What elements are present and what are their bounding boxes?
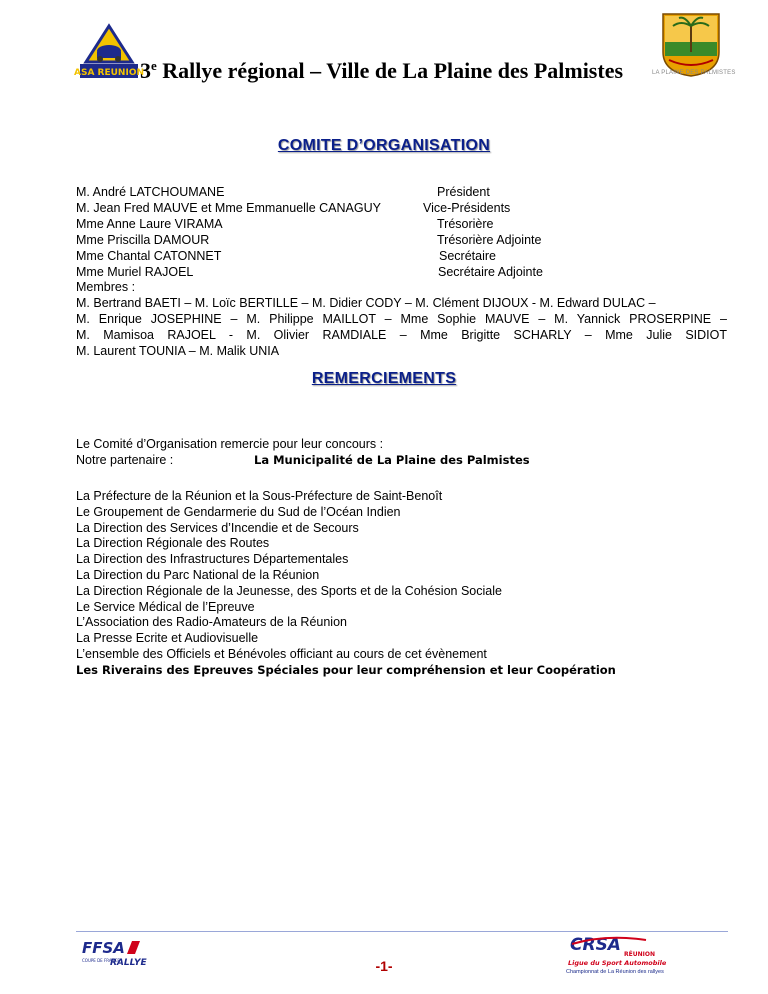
remerciements-heading: REMERCIEMENTS bbox=[311, 370, 457, 387]
role-person: Mme Priscilla DAMOUR bbox=[76, 233, 210, 247]
footer-divider bbox=[76, 931, 728, 932]
role-title: Secrétaire bbox=[439, 249, 496, 263]
role-person: Mme Anne Laure VIRAMA bbox=[76, 217, 223, 231]
list-item: L’ensemble des Officiels et Bénévoles officiant au cours de cet évènement bbox=[76, 646, 487, 661]
role-row bbox=[76, 232, 696, 248]
list-item: La Direction Régionale des Routes bbox=[76, 536, 270, 551]
partner-row bbox=[76, 452, 716, 468]
role-title: Trésorière bbox=[437, 217, 494, 231]
list-item: La Direction Régionale de la Jeunesse, des Sports et de la Cohésion Sociale bbox=[76, 583, 502, 598]
list-item: La Direction des Infrastructures Départementales bbox=[76, 552, 349, 567]
ffsa-text: FFSA bbox=[82, 939, 125, 957]
members-line: M. Mamisoa RAJOEL - M. Olivier RAMDIALE – Mme Brigitte SCHARLY – Mme Julie SIDIOT bbox=[76, 328, 727, 342]
plaine-logo-caption: LA PLAINE DES PALMISTES bbox=[652, 70, 736, 76]
ffsa-sub1: COUPE DE FRANCE bbox=[82, 958, 120, 963]
title-superscript: e bbox=[151, 58, 157, 73]
members-line: M. Bertrand BAETI – M. Loïc BERTILLE – M. Didier CODY – M. Clément DIJOUX - M. Edward DULAC – bbox=[76, 296, 656, 310]
role-person: Mme Muriel RAJOEL bbox=[76, 265, 194, 279]
role-row bbox=[76, 248, 696, 264]
crsa-line: Ligue du Sport Automobile bbox=[568, 959, 667, 967]
role-person: M. André LATCHOUMANE bbox=[76, 185, 225, 199]
members-label: Membres : bbox=[76, 280, 136, 294]
crsa-text: CRSA bbox=[570, 935, 621, 955]
remerciements-intro-block bbox=[76, 436, 716, 468]
list-item: Le Groupement de Gendarmerie du Sud de l’Océan Indien bbox=[76, 504, 401, 519]
partner-label: Notre partenaire : bbox=[76, 453, 174, 467]
members-line: M. Enrique JOSEPHINE – M. Philippe MAILLOT – Mme Sophie MAUVE – M. Yannick PROSERPINE – bbox=[76, 312, 727, 326]
comite-roles bbox=[76, 184, 696, 280]
comite-heading: COMITE D’ORGANISATION bbox=[277, 137, 491, 154]
asa-logo-text: ASA REUNION bbox=[74, 68, 144, 78]
remerciements-list bbox=[76, 489, 716, 679]
list-item: La Direction du Parc National de la Réunion bbox=[76, 567, 320, 582]
role-row bbox=[76, 216, 696, 232]
list-item-riverains: Les Riverains des Epreuves Spéciales pour leur compréhension et leur Coopération bbox=[76, 662, 616, 677]
partner-value: La Municipalité de La Plaine des Palmistes bbox=[254, 453, 530, 467]
comite-members bbox=[76, 279, 727, 359]
list-item: La Direction des Services d’Incendie et de Secours bbox=[76, 520, 359, 535]
document-title bbox=[140, 58, 660, 84]
asa-reunion-logo bbox=[74, 24, 144, 80]
role-row bbox=[76, 264, 696, 280]
list-item: L’Association des Radio-Amateurs de la Réunion bbox=[76, 615, 347, 630]
role-title: Vice-Présidents bbox=[423, 201, 511, 215]
role-title: Secrétaire Adjointe bbox=[438, 265, 543, 279]
role-title: Trésorière Adjointe bbox=[437, 233, 542, 247]
role-title: Président bbox=[437, 185, 490, 199]
role-person: M. Jean Fred MAUVE et Mme Emmanuelle CANAGUY bbox=[76, 201, 381, 215]
crsa-region: RÉUNION bbox=[624, 951, 655, 958]
list-item: Le Service Médical de l’Epreuve bbox=[76, 599, 255, 614]
crsa-caption: Championnat de La Réunion des rallyes bbox=[566, 969, 664, 975]
remerciements-intro: Le Comité d’Organisation remercie pour leur concours : bbox=[76, 437, 384, 451]
role-row bbox=[76, 200, 696, 216]
role-person: Mme Chantal CATONNET bbox=[76, 249, 222, 263]
page-number: -1- bbox=[375, 958, 393, 974]
title-number: 3 bbox=[140, 58, 151, 83]
plaine-des-palmistes-crest bbox=[655, 12, 727, 78]
list-item: La Préfecture de la Réunion et la Sous-Préfecture de Saint-Benoît bbox=[76, 489, 443, 503]
ffsa-sub2: RALLYE bbox=[110, 958, 147, 968]
role-row bbox=[76, 184, 696, 200]
title-text: Rallye régional – Ville de La Plaine des Palmistes bbox=[156, 58, 624, 83]
members-line: M. Laurent TOUNIA – M. Malik UNIA bbox=[76, 344, 280, 358]
list-item: La Presse Ecrite et Audiovisuelle bbox=[76, 631, 259, 646]
